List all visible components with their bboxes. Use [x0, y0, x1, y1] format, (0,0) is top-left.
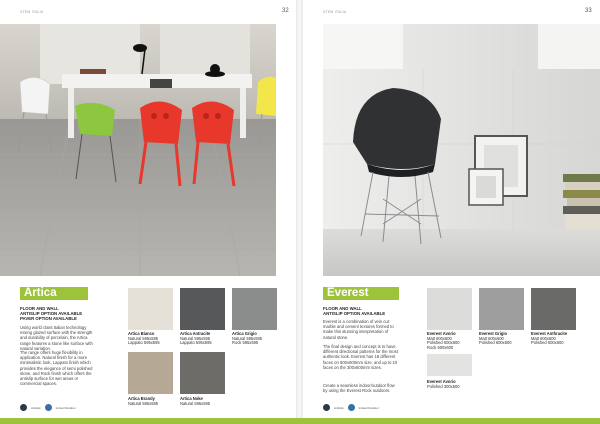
- footer-bar: [0, 418, 600, 424]
- swatch-everest-anthracite: [531, 288, 576, 330]
- description-paragraph-1: Using world class Italian technology mixing glazed surface with the strength and durability of porcelain, the Artica range features a stone like surface with natural variation.: [20, 325, 93, 351]
- page-number: 33: [585, 8, 592, 14]
- tile-name: Everest Avorio: [427, 331, 456, 336]
- tile-size: Polished 300x600: [427, 383, 460, 389]
- feature-logos: [20, 404, 76, 411]
- sub-heading-1: FLOOR AND WALL: [323, 306, 362, 311]
- product-title: Artica: [20, 287, 88, 300]
- feature-logos: [323, 404, 379, 411]
- tile-size: Lappato 595x595: [128, 340, 160, 346]
- logo-label-antislip: Antislip: [334, 405, 344, 410]
- caption-everest-anthracite: [531, 332, 567, 346]
- tile-size: Rock 595x595: [232, 340, 259, 346]
- sub-heading-3: PAVER OPTION AVAILABLE: [20, 316, 77, 321]
- tile-size: Matt 600x600: [531, 335, 556, 341]
- tile-size: Polished 600x600: [427, 340, 460, 346]
- sub-heading-2: ANTISLIP OPTION AVAILABLE: [323, 311, 386, 316]
- logo-label-antislip: Antislip: [31, 405, 41, 410]
- product-title: Everest: [323, 287, 399, 300]
- swatch-artica-bianco: [128, 288, 173, 330]
- caption-everest-avorio: [427, 332, 460, 350]
- right-page: [303, 0, 600, 424]
- sub-heading-2: ANTISLIP OPTION AVAILABLE: [20, 311, 83, 316]
- tile-size: Rock 600x600: [427, 344, 454, 350]
- book-spine: [296, 0, 303, 424]
- artica-dining-scene: [0, 24, 276, 276]
- swatch-everest-grigio: [479, 288, 524, 330]
- logo-label-indoor-outdoor: Indoor/Outdoor: [358, 405, 379, 410]
- everest-chair-scene: [323, 24, 600, 276]
- swatch-everest-avorio-300x600: [427, 354, 472, 376]
- tile-size: Matt 600x600: [427, 335, 452, 341]
- swatch-artica-grigio: [232, 288, 277, 330]
- description-paragraph-2: The range offers huge flexibility in application. Natural finish for a more minimalistic look, Lappato finish which provides the elegance of semi polished stone, and Rock finish which offers the antislip surface for wet areas or commercial spaces.: [20, 350, 93, 387]
- tile-name: Everest Avorio: [427, 379, 456, 384]
- everest-room-photo: [323, 24, 600, 276]
- antislip-icon: [323, 404, 330, 411]
- tile-size: Natural 595x595: [180, 400, 211, 406]
- swatch-artica-antracite: [180, 288, 225, 330]
- sub-heading-1: FLOOR AND WALL: [20, 306, 59, 311]
- indoor-outdoor-icon: [45, 404, 52, 411]
- indoor-outdoor-icon: [348, 404, 355, 411]
- tile-size: Natural 595x595: [232, 335, 263, 341]
- tile-name: Everest Anthracite: [531, 331, 568, 336]
- artica-room-photo: [0, 24, 276, 276]
- caption-everest-grigio: [479, 332, 512, 346]
- description-paragraph-1: Everest is a combination of vein cut marble and cement textures formed to make this stunning interpretation of natural stone.: [323, 319, 394, 340]
- tile-size: Natural 595x595: [180, 335, 211, 341]
- tile-name: Artica Grigio: [232, 331, 257, 336]
- logo-label-indoor-outdoor: Indoor/Outdoor: [55, 405, 76, 410]
- antislip-icon: [20, 404, 27, 411]
- tile-name: Artica Brandy: [128, 396, 155, 401]
- tile-size: Polished 600x600: [531, 340, 564, 346]
- caption-artica-antracite: [180, 332, 212, 346]
- tile-name: Everest Grigio: [479, 331, 507, 336]
- left-page: [0, 0, 296, 424]
- caption-everest-avorio-300x600: [427, 380, 460, 389]
- tile-name: Artica Antracite: [180, 331, 211, 336]
- tile-name: Artica Noke: [180, 396, 203, 401]
- description-paragraph-3: Create a seamless indoor/outdoor flow by using the Everest Rock outdoors.: [323, 383, 395, 394]
- caption-artica-bianco: [128, 332, 160, 346]
- page-header: STEM ITALIA: [323, 10, 347, 14]
- page-header: STEM ITALIA: [20, 10, 44, 14]
- caption-artica-brandy: [128, 397, 158, 406]
- tile-size: Natural 595x595: [128, 335, 159, 341]
- tile-name: Artica Bianco: [128, 331, 155, 336]
- swatch-artica-noke: [180, 352, 225, 394]
- tile-size: Polished 600x600: [479, 340, 512, 346]
- description-paragraph-2: The final design and concept is to have different directional patterns for the most authentic look. Everest has 18 different faces on 600x600mm size, and up to 10 faces on the 300x600mm sizes.: [323, 344, 398, 370]
- swatch-everest-avorio: [427, 288, 472, 330]
- tile-size: Natural 595x595: [128, 400, 159, 406]
- swatch-artica-brandy: [128, 352, 173, 394]
- tile-size: Matt 600x600: [479, 335, 504, 341]
- caption-artica-noke: [180, 397, 210, 406]
- page-number: 32: [282, 8, 289, 14]
- tile-size: Lappato 595x595: [180, 340, 212, 346]
- caption-artica-grigio: [232, 332, 262, 346]
